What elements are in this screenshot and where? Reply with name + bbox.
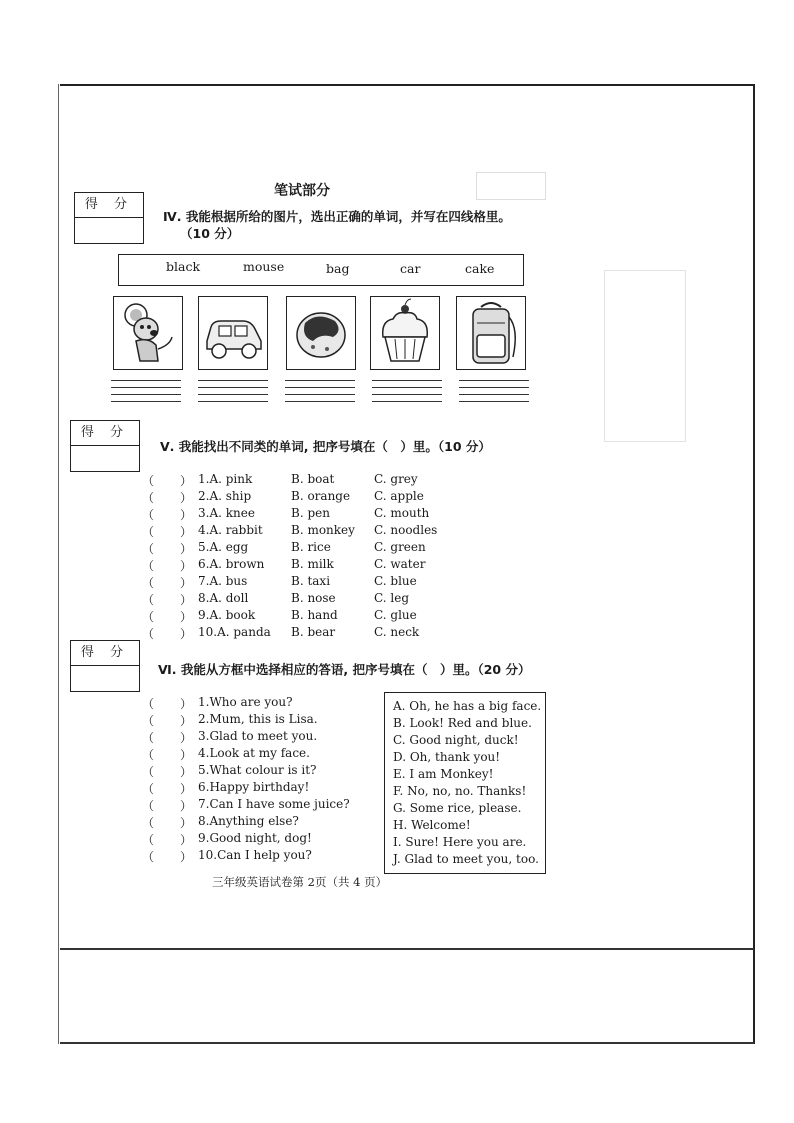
question-item: 4.Look at my face.: [198, 746, 310, 760]
writing-grid[interactable]: [111, 380, 181, 408]
answer-paren-close: ）: [180, 748, 193, 762]
answer-paren-open: （: [142, 508, 155, 522]
bleed-through-box: [604, 270, 686, 442]
score-label: 得 分: [75, 193, 143, 218]
answer-option: G. Some rice, please.: [393, 801, 522, 815]
answer-paren-close: ）: [180, 765, 193, 779]
answer-paren-close: ）: [180, 697, 193, 711]
option-a: 7.A. bus: [198, 574, 248, 588]
answer-paren-close: ）: [180, 850, 193, 864]
score-box: [70, 640, 140, 692]
option-a: 10.A. panda: [198, 625, 271, 639]
page-top-border: [60, 84, 754, 86]
answer-option: E. I am Monkey!: [393, 767, 494, 781]
answer-paren-close: ）: [180, 491, 193, 505]
option-c: C. apple: [374, 489, 424, 503]
writing-grid[interactable]: [198, 380, 268, 408]
option-b: B. orange: [291, 489, 351, 503]
word-bank-item: mouse: [243, 259, 285, 274]
answer-paren-close: ）: [180, 799, 193, 813]
car-picture: [198, 296, 268, 370]
option-c: C. neck: [374, 625, 420, 639]
option-a: 5.A. egg: [198, 540, 249, 554]
answer-paren-open: （: [142, 474, 155, 488]
mouse-picture: [113, 296, 183, 370]
answer-paren-close: ）: [180, 610, 193, 624]
option-b: B. boat: [291, 472, 335, 486]
answer-paren-close: ）: [180, 525, 193, 539]
answer-paren-close: ）: [180, 508, 193, 522]
question-item: 5.What colour is it?: [198, 763, 317, 777]
page-title: 笔试部分: [274, 183, 330, 199]
option-b: B. milk: [291, 557, 334, 571]
answer-paren-close: ）: [180, 542, 193, 556]
word-bank-item: bag: [326, 261, 350, 276]
option-a: 6.A. brown: [198, 557, 265, 571]
answer-paren-open: （: [142, 765, 155, 779]
answer-option: C. Good night, duck!: [393, 733, 519, 747]
option-c: C. blue: [374, 574, 417, 588]
answer-paren-open: （: [142, 697, 155, 711]
answer-paren-open: （: [142, 850, 155, 864]
score-label: 得 分: [71, 641, 139, 666]
question-item: 8.Anything else?: [198, 814, 299, 828]
writing-grid[interactable]: [285, 380, 355, 408]
option-b: B. hand: [291, 608, 338, 622]
option-b: B. monkey: [291, 523, 355, 537]
option-b: B. taxi: [291, 574, 331, 588]
word-bank-item: car: [400, 261, 421, 276]
answer-paren-close: ）: [180, 714, 193, 728]
answer-paren-close: ）: [180, 576, 193, 590]
answer-paren-close: ）: [180, 731, 193, 745]
option-c: C. noodles: [374, 523, 438, 537]
option-c: C. water: [374, 557, 426, 571]
answer-option: I. Sure! Here you are.: [393, 835, 527, 849]
option-b: B. bear: [291, 625, 336, 639]
answer-paren-open: （: [142, 491, 155, 505]
word-bank-item: black: [166, 259, 201, 274]
option-a: 9.A. book: [198, 608, 256, 622]
bleed-through-box: [476, 172, 546, 200]
answer-option: D. Oh, thank you!: [393, 750, 501, 764]
answer-paren-open: （: [142, 525, 155, 539]
question-item: 1.Who are you?: [198, 695, 293, 709]
answer-option: A. Oh, he has a big face.: [393, 699, 542, 713]
option-b: B. rice: [291, 540, 331, 554]
answer-paren-open: （: [142, 593, 155, 607]
word-bank-item: cake: [465, 261, 495, 276]
option-c: C. glue: [374, 608, 417, 622]
option-b: B. pen: [291, 506, 330, 520]
answer-paren-open: （: [142, 748, 155, 762]
option-a: 4.A. rabbit: [198, 523, 263, 537]
page-bottom-border: [60, 1042, 754, 1044]
answer-paren-open: （: [142, 610, 155, 624]
question-item: 6.Happy birthday!: [198, 780, 310, 794]
option-c: C. leg: [374, 591, 410, 605]
question-item: 2.Mum, this is Lisa.: [198, 712, 318, 726]
score-box: [74, 192, 144, 244]
writing-grid[interactable]: [459, 380, 529, 408]
section-5-title: Ⅴ. 我能找出不同类的单词, 把序号填在（ ）里。（10 分）: [160, 439, 491, 454]
question-item: 9.Good night, dog!: [198, 831, 312, 845]
answer-paren-open: （: [142, 782, 155, 796]
question-item: 7.Can I have some juice?: [198, 797, 350, 811]
answer-option: J. Glad to meet you, too.: [393, 852, 539, 866]
question-item: 3.Glad to meet you.: [198, 729, 318, 743]
option-c: C. green: [374, 540, 426, 554]
option-b: B. nose: [291, 591, 336, 605]
question-item: 10.Can I help you?: [198, 848, 312, 862]
answer-option: H. Welcome!: [393, 818, 471, 832]
score-box: [70, 420, 140, 472]
answer-paren-close: ）: [180, 816, 193, 830]
answer-paren-open: （: [142, 799, 155, 813]
answer-paren-open: （: [142, 542, 155, 556]
answer-paren-close: ）: [180, 833, 193, 847]
cookie-picture: [286, 296, 356, 370]
option-a: 2.A. ship: [198, 489, 252, 503]
answer-paren-close: ）: [180, 559, 193, 573]
answer-paren-open: （: [142, 816, 155, 830]
section-4-title: Ⅳ. 我能根据所给的图片，选出正确的单词，并写在四线格里。: [163, 209, 511, 224]
section-4-points: （10 分）: [180, 226, 240, 241]
writing-grid[interactable]: [372, 380, 442, 408]
page-footer: 三年级英语试卷第 2页（共 4 页）: [212, 875, 388, 889]
answer-paren-close: ）: [180, 627, 193, 641]
option-a: 1.A. pink: [198, 472, 253, 486]
answer-option: F. No, no, no. Thanks!: [393, 784, 527, 798]
option-c: C. grey: [374, 472, 418, 486]
option-a: 8.A. doll: [198, 591, 249, 605]
answer-paren-open: （: [142, 576, 155, 590]
answer-paren-open: （: [142, 731, 155, 745]
option-c: C. mouth: [374, 506, 430, 520]
section-6-title: Ⅵ. 我能从方框中选择相应的答语, 把序号填在（ ）里。（20 分）: [158, 662, 531, 677]
answer-paren-open: （: [142, 714, 155, 728]
score-label: 得 分: [71, 421, 139, 446]
backpack-picture: [456, 296, 526, 370]
page-left-border: [58, 84, 59, 1044]
answer-paren-close: ）: [180, 782, 193, 796]
answer-paren-open: （: [142, 833, 155, 847]
answer-option: B. Look! Red and blue.: [393, 716, 532, 730]
answer-paren-open: （: [142, 559, 155, 573]
answer-paren-close: ）: [180, 593, 193, 607]
answer-paren-open: （: [142, 627, 155, 641]
page-bottom-rule: [60, 948, 754, 950]
cupcake-picture: [370, 296, 440, 370]
option-a: 3.A. knee: [198, 506, 255, 520]
page-right-border: [753, 84, 755, 1044]
answer-paren-close: ）: [180, 474, 193, 488]
